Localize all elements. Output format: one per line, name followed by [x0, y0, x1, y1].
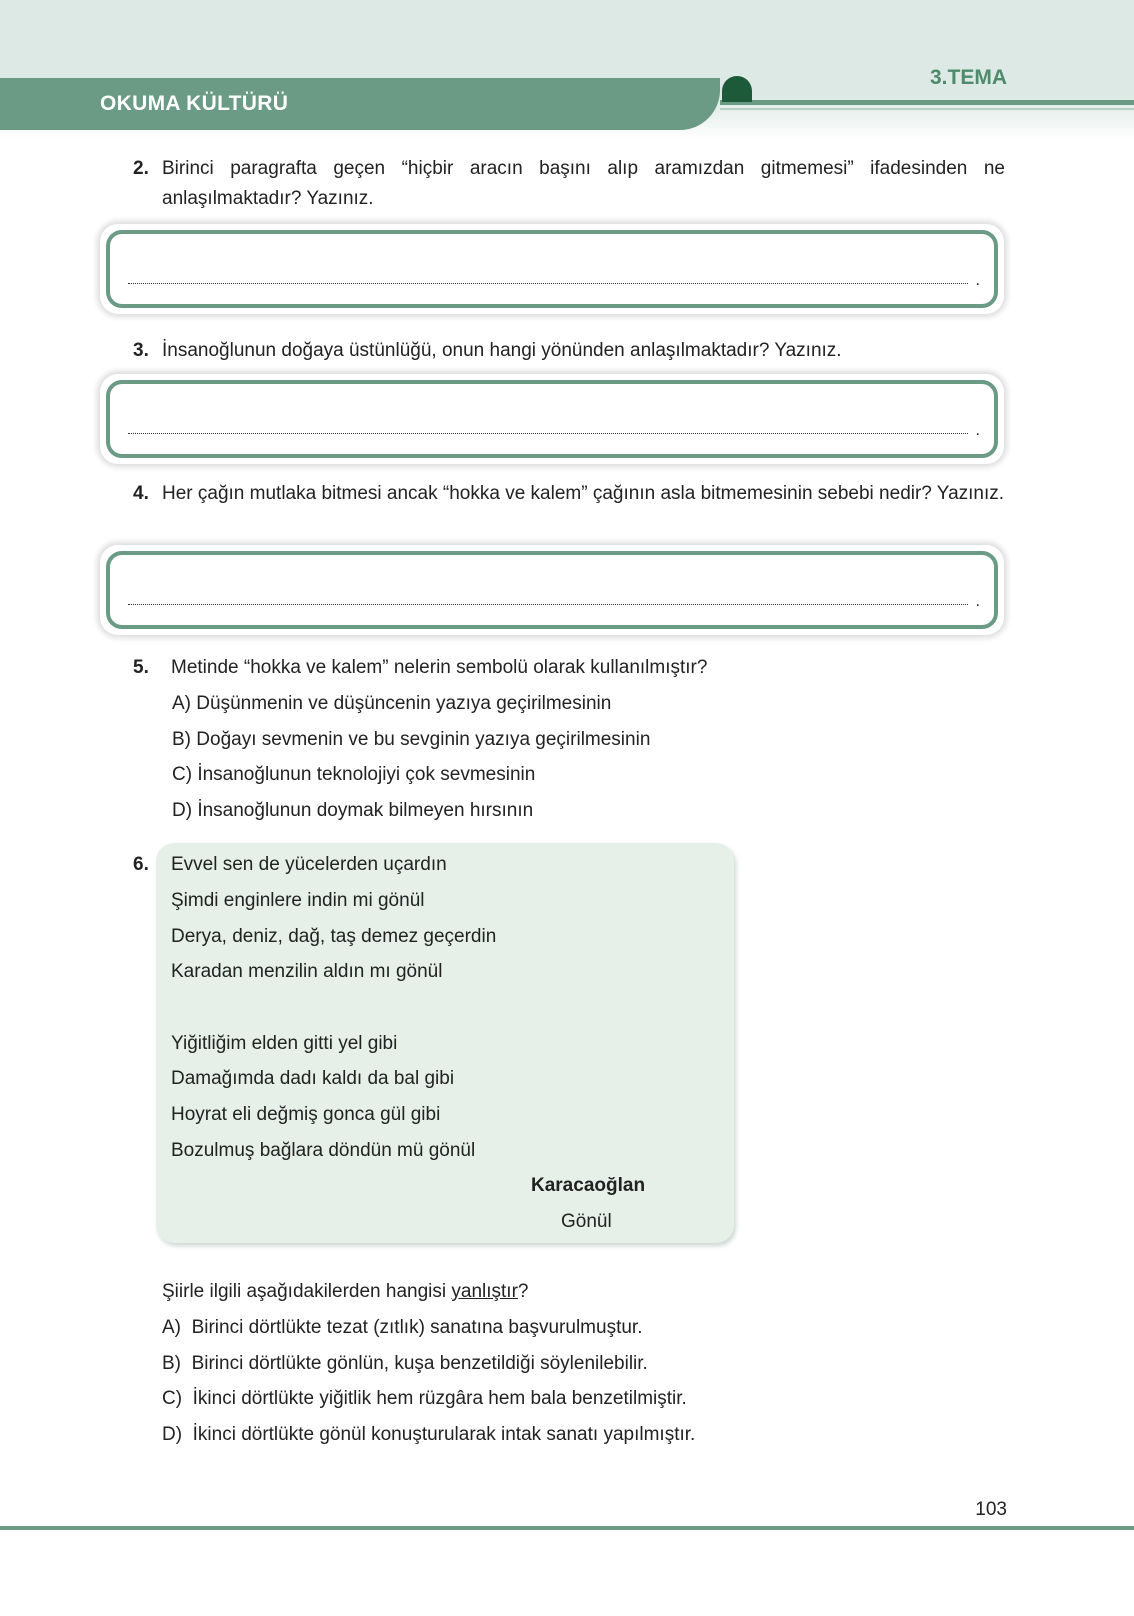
question-number: 3.	[133, 340, 149, 361]
header-rule-thin	[720, 108, 1134, 110]
poem-line: Yiğitliğim elden gitti yel gibi	[171, 1033, 398, 1054]
question-text: Metinde “hokka ve kalem” nelerin sembolü olarak kullanılmıştır?	[171, 657, 708, 678]
q6-option-c[interactable]	[162, 1385, 687, 1413]
answer-period: .	[975, 272, 980, 289]
poem-line: Hoyrat eli değmiş gonca gül gibi	[171, 1104, 441, 1125]
poem-line: Evvel sen de yücelerden uçardın	[171, 854, 447, 875]
poem-line: Bozulmuş bağlara döndün mü gönül	[171, 1140, 476, 1161]
q5-option-a[interactable]: A) Düşünmenin ve düşüncenin yazıya geçirilmesinin	[172, 693, 612, 714]
question-6-number: 6.	[133, 854, 149, 875]
q6-option-b[interactable]	[162, 1350, 648, 1378]
answer-line[interactable]	[128, 282, 968, 284]
q5-option-d[interactable]: D) İnsanoğlunun doymak bilmeyen hırsının	[172, 800, 534, 821]
answer-box-4[interactable]	[100, 545, 1004, 635]
option-letter: D)	[162, 1424, 183, 1445]
q6-prompt	[162, 1278, 529, 1306]
question-4	[133, 479, 1005, 509]
answer-frame	[106, 380, 998, 458]
q6-option-d[interactable]	[162, 1421, 695, 1449]
question-text: İnsanoğlunun doğaya üstünlüğü, onun hangi yönünden anlaşılmaktadır? Yazınız.	[162, 340, 842, 361]
option-text: İkinci dörtlükte yiğitlik hem rüzgâra hem bala benzetilmiştir.	[192, 1388, 687, 1409]
theme-label: 3.TEMA	[929, 66, 1007, 89]
answer-frame	[106, 551, 998, 629]
answer-period: .	[975, 422, 980, 439]
prompt-text: Şiirle ilgili aşağıdakilerden hangisi	[162, 1281, 452, 1302]
footer-rule	[0, 1526, 1134, 1530]
question-number: 5.	[133, 657, 149, 678]
answer-line[interactable]	[128, 603, 968, 605]
question-5	[133, 653, 1005, 683]
question-number: 4.	[133, 483, 149, 504]
option-letter: A)	[162, 1317, 181, 1338]
option-text: Birinci dörtlükte gönlün, kuşa benzetildiği söylenilebilir.	[191, 1353, 648, 1374]
question-3	[133, 336, 1005, 366]
option-text: Birinci dörtlükte tezat (zıtlık) sanatına başvurulmuştur.	[191, 1317, 643, 1338]
answer-line[interactable]	[128, 432, 968, 434]
poem-poet: Karacaoğlan	[531, 1175, 646, 1196]
poem-title: Gönül	[561, 1211, 612, 1232]
answer-frame	[106, 230, 998, 308]
banner-tab	[722, 76, 752, 102]
answer-box-3[interactable]	[100, 374, 1004, 464]
prompt-emphasis: yanlıştır	[451, 1281, 518, 1302]
question-text: Birinci paragrafta geçen “hiçbir aracın başını alıp aramızdan gitmemesi” ifadesinden ne anlaşılmaktadır? Yazınız.	[162, 158, 1005, 209]
option-letter: C)	[162, 1388, 183, 1409]
page-number: 103	[975, 1499, 1007, 1520]
header-rule	[720, 100, 1134, 105]
poem-line: Derya, deniz, dağ, taş demez geçerdin	[171, 926, 497, 947]
poem-line: Şimdi enginlere indin mi gönül	[171, 890, 425, 911]
q5-option-c[interactable]: C) İnsanoğlunun teknolojiyi çok sevmesinin	[172, 764, 536, 785]
option-text: İkinci dörtlükte gönül konuşturularak intak sanatı yapılmıştır.	[192, 1424, 696, 1445]
question-number: 2.	[133, 158, 149, 179]
poem-line: Damağımda dadı kaldı da bal gibi	[171, 1068, 455, 1089]
q6-option-a[interactable]	[162, 1314, 642, 1342]
q5-option-b[interactable]: B) Doğayı sevmenin ve bu sevginin yazıya geçirilmesinin	[172, 729, 651, 750]
section-title: OKUMA KÜLTÜRÜ	[100, 92, 289, 115]
poem-line: Karadan menzilin aldın mı gönül	[171, 961, 443, 982]
question-2	[133, 154, 1005, 214]
answer-period: .	[975, 593, 980, 610]
answer-box-2[interactable]	[100, 224, 1004, 314]
prompt-mark: ?	[517, 1281, 529, 1302]
question-text: Her çağın mutlaka bitmesi ancak “hokka ve kalem” çağının asla bitmemesinin sebebi nedir? Yazınız.	[162, 483, 1005, 504]
option-letter: B)	[162, 1353, 181, 1374]
